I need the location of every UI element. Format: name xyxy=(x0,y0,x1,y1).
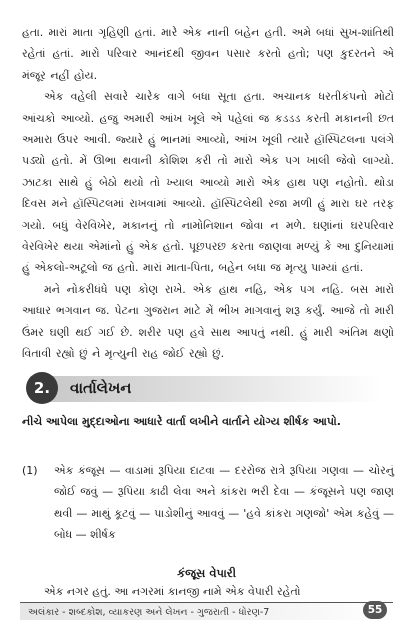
footer-book-title: અલંકાર - શબ્દકોશ, વ્યાકરણ અને લેખન - ગુજરાતી - ધોરણ-7 xyxy=(20,603,393,620)
page-number: 55 xyxy=(363,601,387,619)
body-text xyxy=(22,22,394,365)
paragraph-3: મને નોકરીધંધે પણ કોણ રાખે. એક હાથ નહિ, એક પગ નહિ. બસ મારો આધાર ભગવાન જ. પેટના ગુજરાન માટે મેં ભીખ માગવાનું શરૂ કર્યું. આજે તો મારી ઉંમર ઘણી થઈ ગઈ છે. શરીર પણ હવે સાથ આપતું નથી. હું મારી અંતિમ ક્ષણો વિતાવી રહ્યો છું ને મૃત્યુની રાહ જોઈ રહ્યો છું. xyxy=(22,282,394,361)
question-text: એક કંજૂસ — વાડામાં રૂપિયા દાટવા — દરરોજ રાત્રે રૂપિયા ગણવા — ચોરનું જોઈ જવું — રૂપિયા કાઢી લેવા અને કાંકરા ભરી દેવા — કંજૂસને પણ જાણ થવી — માથું કૂટવું — પાડોશીનું આવવું — 'હવે કાંકરા ગણજો' એમ કહેવું — બોધ — શીર્ષક xyxy=(54,464,394,542)
question-number: (1) xyxy=(22,464,38,477)
instruction-text: નીચે આપેલા મુદ્દાઓના આધારે વાર્તા લખીને વાર્તાને યોગ્ય શીર્ષક આપો. xyxy=(22,415,341,428)
section-number-badge: 2. xyxy=(26,372,58,404)
section-heading xyxy=(22,373,394,403)
page-footer xyxy=(20,602,393,619)
section-title: વાર્તાલેખન xyxy=(70,379,132,397)
story-first-line: એક નગર હતું. આ નગરમાં કાનજી નામે એક વેપારી રહેતો xyxy=(44,585,301,598)
question-item xyxy=(22,460,394,546)
story-title: કંજૂસ વેપારી xyxy=(177,566,236,580)
paragraph-2: એક વહેલી સવારે ચારેક વાગે બધા સૂતા હતા. અચાનક ધરતીકંપનો મોટો આંચકો આવ્યો. હજુ અમારી આંખ ખૂલે એ પહેલાં જ કડડડ કરતી મકાનની છત અમારા ઉપર આવી. જ્યારે હું ભાનમાં આવ્યો, આંખ ખૂલી ત્યારે હૉસ્પિટલના પલંગે પડ્યો હતો. મેં ઊભા થવાની કોશિશ કરી તો મારો એક પગ ખાલી જેવો લાગ્યો. ઝાટકા સાથે હું બેઠો થયો તો ખ્યાલ આવ્યો મારો એક હાથ પણ નહોતો. થોડા દિવસ મને હૉસ્પિટલમાં રાખવામાં આવ્યો. હૉસ્પિટલેથી રજા મળી હું મારા ઘર તરફ ગયો. બધું વેરવિખેર, મકાનનું તો નામોનિશાન જોવા ન મળે. ઘણાંનાં ઘરપરિવાર વેરવિખેર થયા એમાંનો હું એક હતો. પૂછપરછ કરતા જાણવા મળ્યું કે આ દુનિયામાં હું એકલો-અટૂલો જ હતો. મારાં માતા-પિતા, બહેન બધા જ મૃત્યુ પામ્યાં હતાં. xyxy=(22,90,394,275)
paragraph-1: હતા. મારાં માતા ગૃહિણી હતાં. મારે એક નાની બહેન હતી. અમે બધાં સુખ-શાંતિથી રહેતાં હતાં. મારો પરિવાર આનંદથી જીવન પસાર કરતો હતો; પણ કુદરતને એ મંજૂર નહીં હોય. xyxy=(22,26,394,82)
